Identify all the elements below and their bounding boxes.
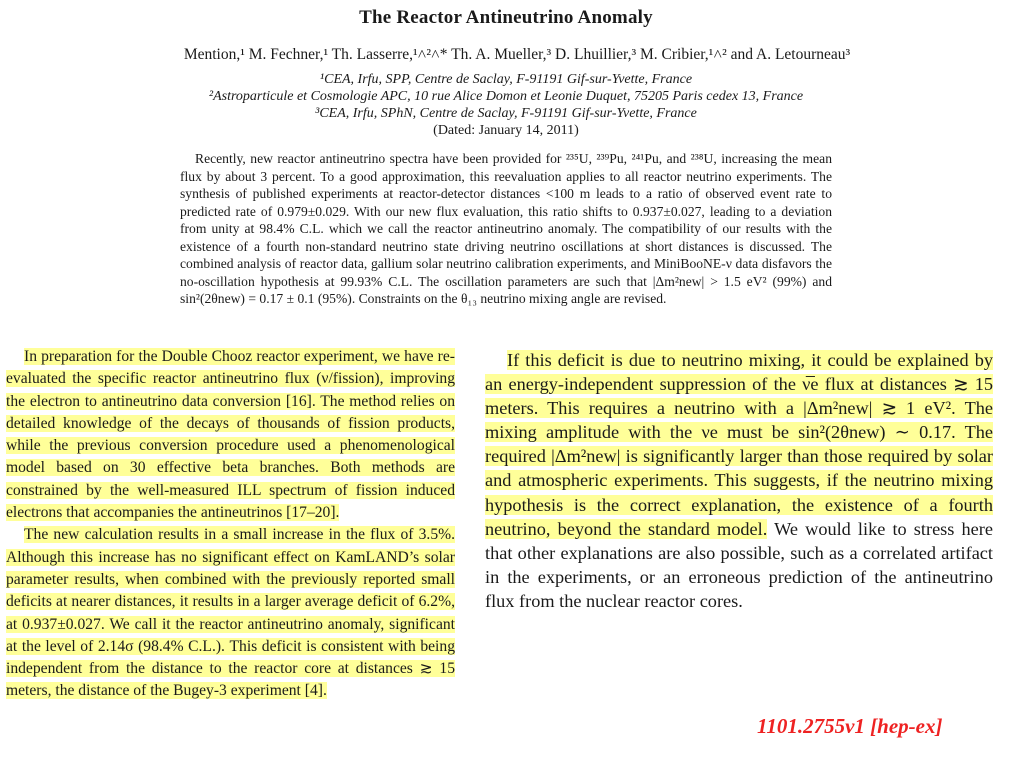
paragraph-mixing xyxy=(485,348,993,613)
highlight-mixing: If this deficit is due to neutrino mixing, it could be explained by an energy-independent suppression of the ν̅e flux at distances ≳ 15 meters. This requires a neutrino with a |Δm²new| ≳ 1 eV². The mixing amplitude with the νe must be sin²(2θnew) ∼ 0.17. The required |Δm²new| is significantly larger than those required by solar and atmospheric experiments. This suggests, if the neutrino mixing hypothesis is the correct explanation, the existence of a fourth neutrino, beyond the standard model. xyxy=(485,350,993,539)
author-list: Mention,¹ M. Fechner,¹ Th. Lasserre,¹˄²˄* Th. A. Mueller,³ D. Lhuillier,³ M. Cribier,¹˄² and A. Letourneau³ xyxy=(183,46,851,63)
date-line: (Dated: January 14, 2011) xyxy=(433,123,579,138)
highlight-anomaly: The new calculation results in a small increase in the flux of 3.5%. Although this increase has no significant effect on KamLAND’s solar parameter results, when combined with the previously reported small deficits at nearer distances, it results in a larger average deficit of 6.2%, at 0.937±0.027. We call it the reactor antineutrino anomaly, significant at the level of 2.14σ (98.4% C.L.). This deficit is consistent with being independent from the distance to the reactor core at distances ≳ 15 meters, the distance of the Bugey-3 experiment [4]. xyxy=(6,526,455,700)
plain-text-alternatives: We would like to stress here that other explanations are also possible, such as a correlated artifact in the experiments, or an erroneous prediction of the antineutrino flux from the nuclear reactor cores. xyxy=(485,518,993,611)
right-column xyxy=(485,348,993,613)
affiliation-2: ²Astroparticule et Cosmologie APC, 10 rue Alice Domon et Leonie Duquet, 75205 Paris cedex 13, France xyxy=(208,89,804,104)
highlight-intro: In preparation for the Double Chooz reactor experiment, we have re-evaluated the specific reactor antineutrino flux (ν/fission), improving the electron to antineutrino data conversion [16]. The method relies on detailed knowledge of the decays of thousands of fission products, while the previous conversion procedure used a phenomenological model based on 30 effective beta branches. Both methods are constrained by the well-measured ILL spectrum of fission induced electrons that accompanies the antineutrinos [17–20]. xyxy=(6,348,455,522)
abstract: Recently, new reactor antineutrino spectra have been provided for ²³⁵U, ²³⁹Pu, ²⁴¹Pu, and ²³⁸U, increasing the mean flux by about 3 percent. To a good approximation, this reevaluation applies to all reactor neutrino experiments. The synthesis of published experiments at reactor-detector distances <100 m leads to a ratio of observed event rate to predicted rate of 0.979±0.029. With our new flux evaluation, this ratio shifts to 0.937±0.027, leading to a deviation from unity at 98.4% C.L. which we call the reactor antineutrino anomaly. The compatibility of our results with the existence of a fourth non-standard neutrino state driving neutrino oscillations at short distances is discussed. The combined analysis of reactor data, gallium solar neutrino calibration experiments, and MiniBooNE-ν data disfavors the no-oscillation hypothesis at 99.93% C.L. The oscillation parameters are such that |Δm²new| > 1.5 eV² (99%) and sin²(2θnew) = 0.17 ± 0.1 (95%). Constraints on the θ₁₃ neutrino mixing angle are revised. xyxy=(180,151,832,306)
paragraph-anomaly xyxy=(6,524,455,702)
arxiv-identifier: 1101.2755v1 [hep-ex] xyxy=(757,714,943,738)
affiliation-1: ¹CEA, Irfu, SPP, Centre de Saclay, F-91191 Gif-sur-Yvette, France xyxy=(319,72,693,87)
paper-title: The Reactor Antineutrino Anomaly xyxy=(359,7,653,28)
affiliation-3: ³CEA, Irfu, SPhN, Centre de Saclay, F-91191 Gif-sur-Yvette, France xyxy=(315,106,697,121)
paragraph-intro xyxy=(6,346,455,524)
left-column xyxy=(6,346,455,703)
